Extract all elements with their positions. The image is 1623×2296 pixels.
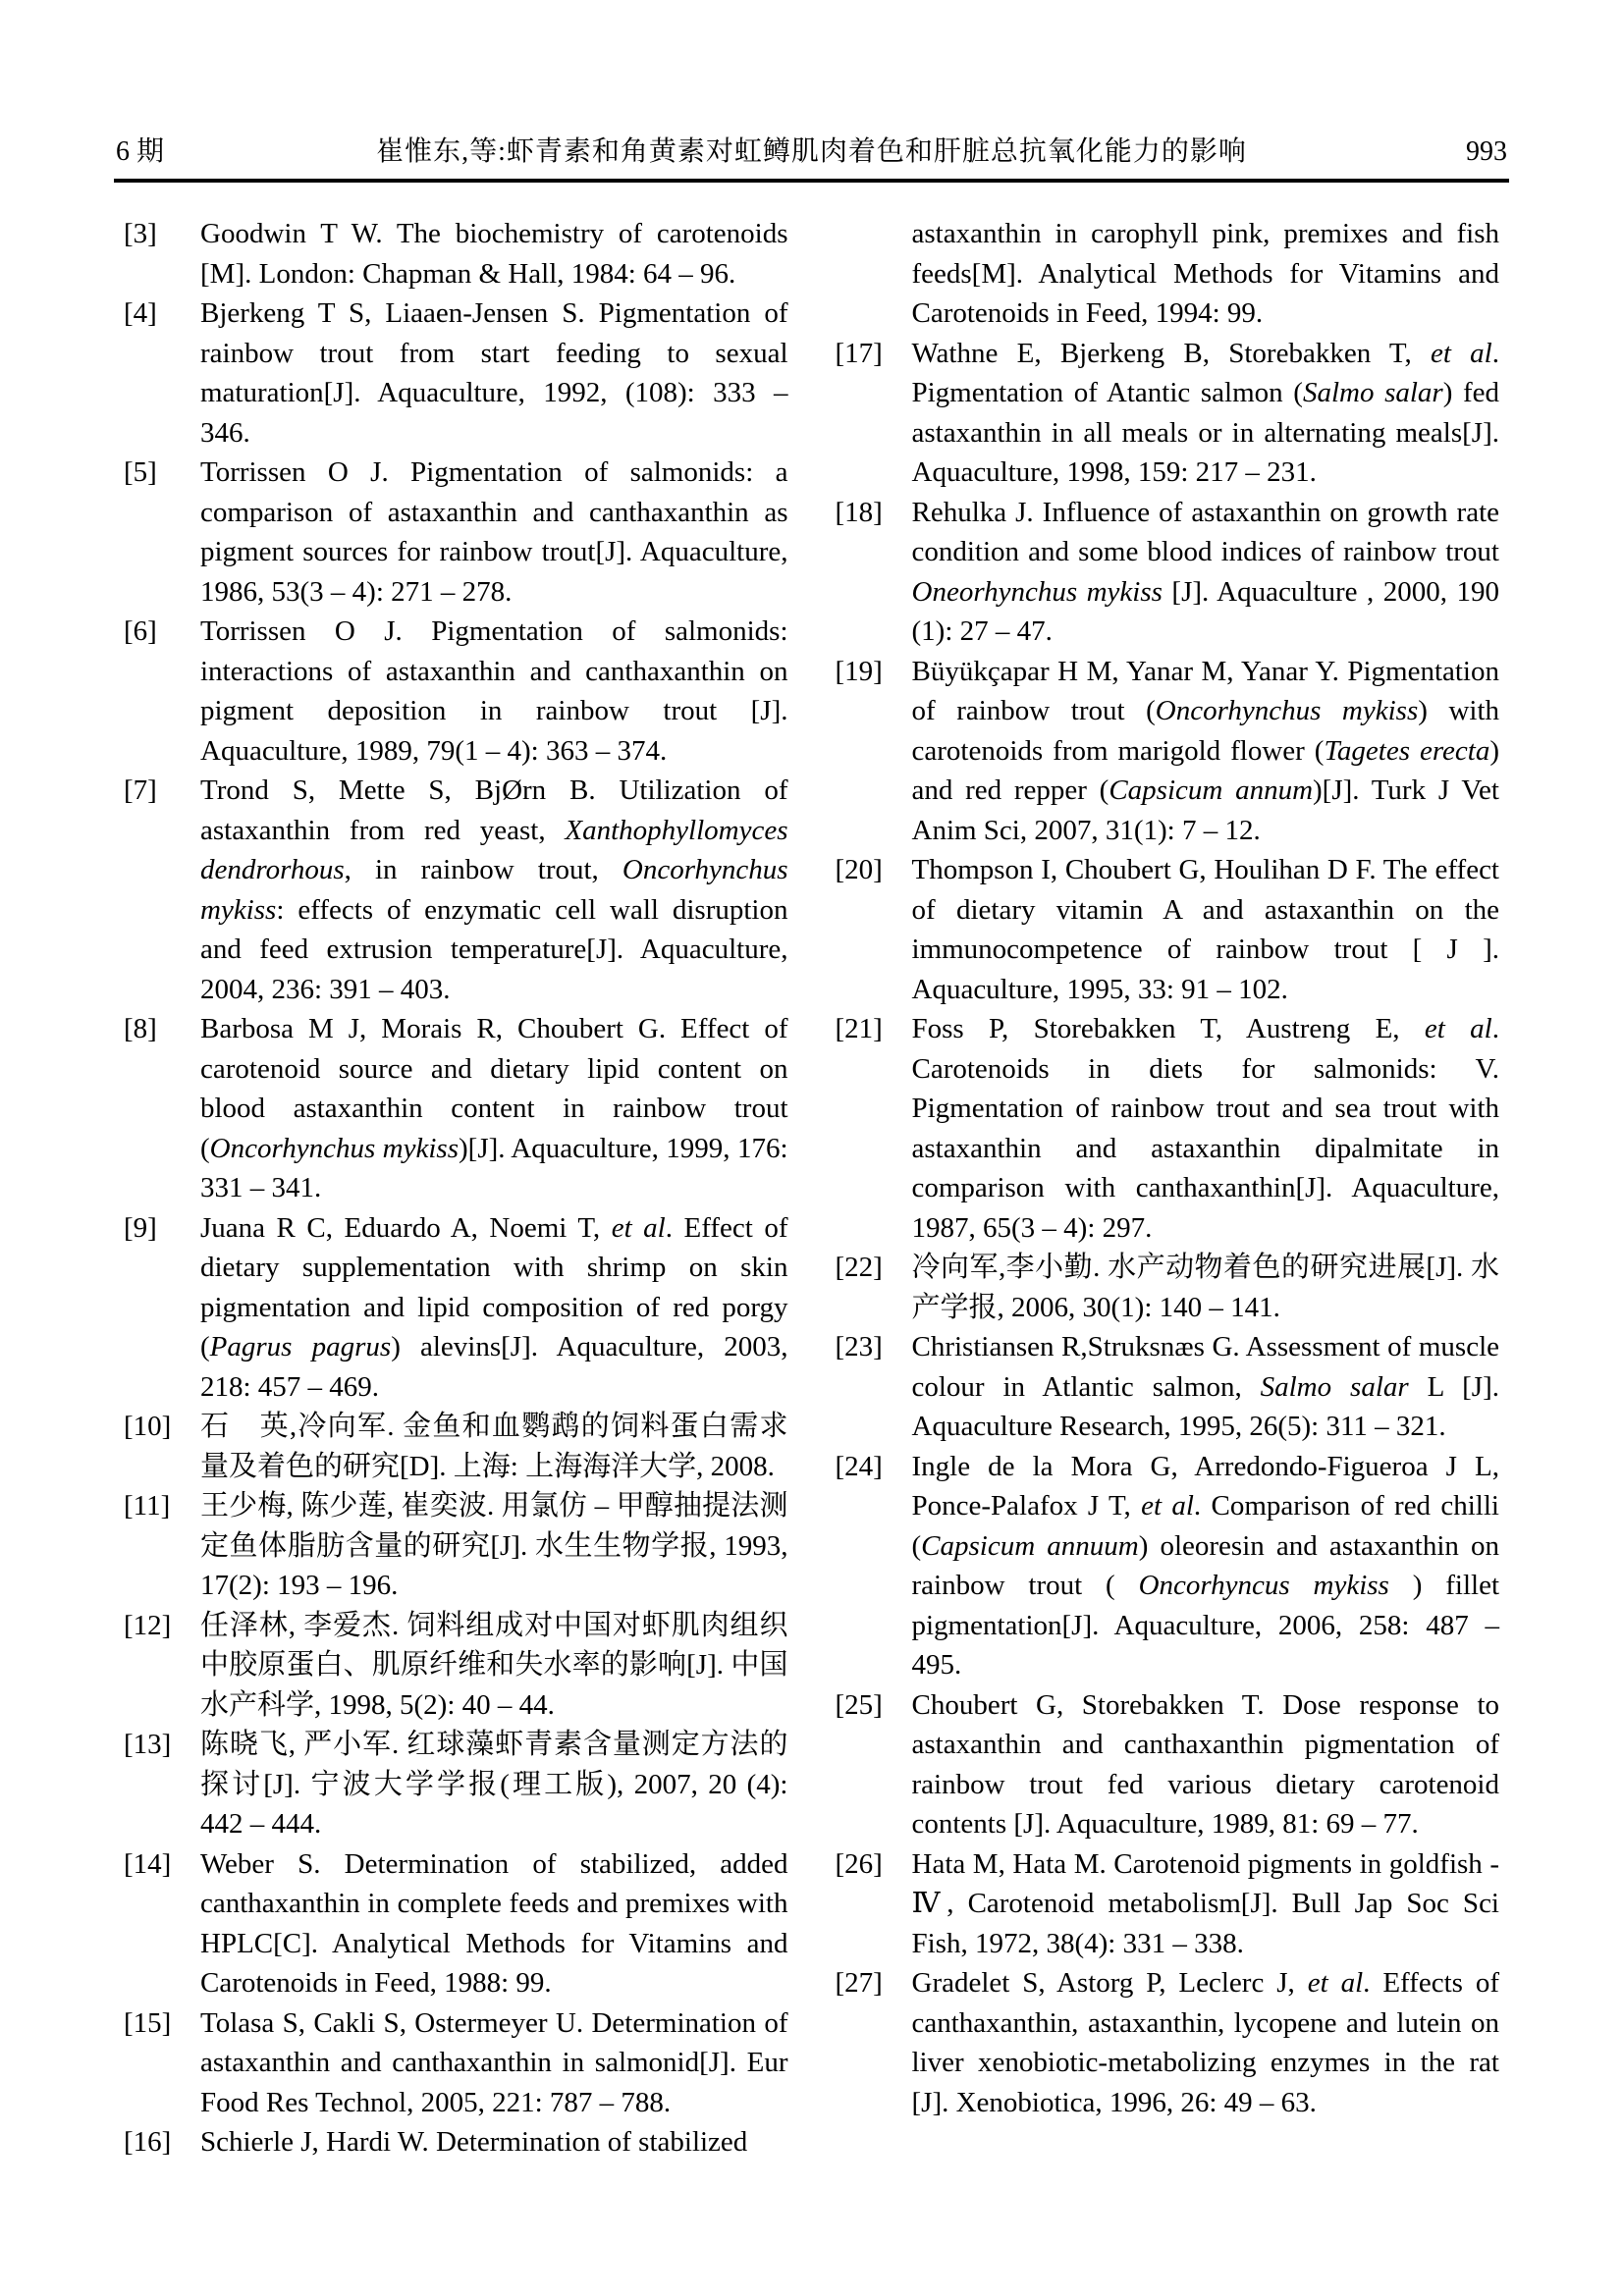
- reference-entry: [124, 2122, 788, 2163]
- reference-entry: [836, 334, 1500, 493]
- reference-number: [5]: [124, 456, 157, 488]
- reference-text: 王少梅, 陈少莲, 崔奕波. 用氯仿 – 甲醇抽提法测定鱼体脂肪含量的研究[J]. 水生生物学报, 1993, 17(2): 193 – 196.: [200, 1490, 788, 1601]
- reference-entry: [124, 612, 788, 771]
- reference-number: [20]: [835, 854, 883, 885]
- reference-entry: [124, 1208, 788, 1408]
- reference-number: [27]: [835, 1967, 883, 1999]
- reference-number: [14]: [124, 1847, 172, 1880]
- reference-text: 石 英,冷向军. 金鱼和血鹦鹉的饲料蛋白需求量及着色的研究[D]. 上海: 上海海洋大学, 2008.: [200, 1411, 788, 1482]
- reference-text: Gradelet S, Astorg P, Leclerc J, et al. Effects of canthaxanthin, astaxanthin, lycopene and lutein on liver xenobiotic-metabolizing enzymes in the rat [J]. Xenobiotica, 1996, 26: 49 – 63.: [911, 1967, 1499, 2118]
- reference-number: [7]: [124, 774, 157, 806]
- reference-entry: [124, 1606, 788, 1726]
- reference-text: Trond S, Mette S, BjØrn B. Utilization of astaxanthin from red yeast, Xanthophyllomyces dendrorhous, in rainbow trout, Oncorhynchus mykiss: effects of enzymatic cell wall disruption and feed extrusion temperature[J]. Aquaculture, 2004, 236: 391 – 403.: [200, 774, 788, 1005]
- reference-text: 陈晓飞, 严小军. 红球藻虾青素含量测定方法的探讨[J]. 宁波大学学报(理工版), 2007, 20 (4): 442 – 444.: [200, 1729, 788, 1840]
- reference-text: Tolasa S, Cakli S, Ostermeyer U. Determination of astaxanthin and canthaxanthin in salmonid[J]. Eur Food Res Technol, 2005, 221: 787 – 788.: [200, 2006, 788, 2118]
- reference-text: Schierle J, Hardi W. Determination of stabilized: [200, 2126, 748, 2158]
- reference-entry: [124, 1407, 788, 1486]
- reference-number: [23]: [835, 1331, 883, 1362]
- reference-columns: [124, 214, 1499, 2163]
- reference-text: Torrissen O J. Pigmentation of salmonids: interactions of astaxanthin and canthaxanthin on pigment deposition in rainbow trout [J]. Aquaculture, 1989, 79(1 – 4): 363 – 374.: [200, 615, 788, 767]
- reference-number: [13]: [124, 1729, 172, 1760]
- reference-text: Büyükçapar H M, Yanar M, Yanar Y. Pigmentation of rainbow trout (Oncorhynchus mykiss) with carotenoids from marigold flower (Tagetes erecta) and red repper (Capsicum annum)[J]. Turk J Vet Anim Sci, 2007, 31(1): 7 – 12.: [911, 655, 1500, 846]
- reference-text: Christiansen R,Struksnæs G. Assessment of muscle colour in Atlantic salmon, Salmo salar L [J]. Aquaculture Research, 1995, 26(5): 311 – 321.: [911, 1331, 1499, 1442]
- reference-number: [16]: [124, 2126, 172, 2158]
- reference-entry: [124, 1486, 788, 1606]
- reference-entry: [124, 214, 788, 294]
- reference-entry: [836, 493, 1500, 652]
- reference-text: 冷向军,李小勤. 水产动物着色的研究进展[J]. 水产学报, 2006, 30(1): 140 – 141.: [911, 1252, 1499, 1323]
- reference-entry: [836, 1685, 1500, 1844]
- reference-number: [19]: [835, 655, 883, 687]
- reference-number: [25]: [835, 1688, 883, 1721]
- reference-text: Weber S. Determination of stabilized, added canthaxanthin in complete feeds and premixes with HPLC[C]. Analytical Methods for Vitamins and Carotenoids in Feed, 1988: 99.: [200, 1847, 788, 1999]
- reference-text: Rehulka J. Influence of astaxanthin on growth rate condition and some blood indices of rainbow trout Oneorhynchus mykiss [J]. Aquaculture , 2000, 190 (1): 27 – 47.: [911, 496, 1499, 647]
- reference-number: [12]: [124, 1609, 172, 1641]
- reference-text: Goodwin T W. The biochemistry of carotenoids [M]. London: Chapman & Hall, 1984: 64 – 96.: [200, 218, 788, 290]
- reference-text: astaxanthin in carophyll pink, premixes and fish feeds[M]. Analytical Methods for Vitamins and Carotenoids in Feed, 1994: 99.: [911, 218, 1499, 329]
- reference-entry: [836, 1009, 1500, 1248]
- reference-text: Barbosa M J, Morais R, Choubert G. Effect of carotenoid source and dietary lipid content on blood astaxanthin content in rainbow trout (Oncorhynchus mykiss)[J]. Aquaculture, 1999, 176: 331 – 341.: [200, 1013, 788, 1203]
- reference-number: [21]: [835, 1013, 883, 1044]
- reference-entry: [836, 850, 1500, 1009]
- reference-number: [4]: [124, 297, 157, 329]
- references-column-right: [836, 214, 1500, 2163]
- reference-entry: [836, 1248, 1500, 1327]
- reference-entry: [124, 1844, 788, 2003]
- reference-entry: [124, 771, 788, 1009]
- reference-number: [18]: [835, 496, 883, 528]
- reference-number: [8]: [124, 1013, 157, 1044]
- reference-entry: [124, 1725, 788, 1844]
- reference-number: [10]: [124, 1411, 172, 1442]
- running-title: 崔惟东,等:虾青素和角黄素对虹鳟肌肉着色和肝脏总抗氧化能力的影响: [376, 136, 1247, 167]
- reference-entry: [124, 2003, 788, 2123]
- reference-entry: [836, 1327, 1500, 1447]
- reference-text: Juana R C, Eduardo A, Noemi T, et al. Effect of dietary supplementation with shrimp on skin pigmentation and lipid composition of red porgy (Pagrus pagrus) alevins[J]. Aquaculture, 2003, 218: 457 – 469.: [200, 1211, 788, 1403]
- reference-text: Ingle de la Mora G, Arredondo-Figueroa J L, Ponce-Palafox J T, et al. Comparison of red chilli (Capsicum annuum) oleoresin and astaxanthin on rainbow trout ( Oncorhyncus mykiss ) fillet pigmentation[J]. Aquaculture, 2006, 258: 487 – 495.: [911, 1450, 1500, 1681]
- reference-number: [26]: [835, 1847, 883, 1880]
- reference-text: Torrissen O J. Pigmentation of salmonids: a comparison of astaxanthin and canthaxanthin as pigment sources for rainbow trout[J]. Aquaculture, 1986, 53(3 – 4): 271 – 278.: [200, 456, 788, 608]
- reference-entry: [836, 214, 1500, 334]
- reference-number: [11]: [124, 1490, 171, 1522]
- reference-entry: [124, 1009, 788, 1208]
- references-column-left: [124, 214, 788, 2163]
- reference-number: [22]: [835, 1252, 883, 1283]
- reference-text: 任泽林, 李爱杰. 饲料组成对中国对虾肌肉组织中胶原蛋白、肌原纤维和失水率的影响[J]. 中国水产科学, 1998, 5(2): 40 – 44.: [200, 1609, 788, 1721]
- page-number: 993: [1466, 136, 1507, 167]
- reference-text: Thompson I, Choubert G, Houlihan D F. The effect of dietary vitamin A and astaxanthin on the immunocompetence of rainbow trout [ J ]. Aquaculture, 1995, 33: 91 – 102.: [911, 854, 1499, 1005]
- reference-text: Wathne E, Bjerkeng B, Storebakken T, et al. Pigmentation of Atantic salmon (Salmo salar) fed astaxanthin in all meals or in alternating meals[J]. Aquaculture, 1998, 159: 217 – 231.: [911, 337, 1499, 488]
- reference-number: [9]: [124, 1211, 157, 1244]
- reference-text: Choubert G, Storebakken T. Dose response to astaxanthin and canthaxanthin pigmentation of rainbow trout fed various dietary carotenoid contents [J]. Aquaculture, 1989, 81: 69 – 77.: [911, 1688, 1499, 1840]
- issue-label: 6 期: [116, 136, 165, 167]
- reference-text: Hata M, Hata M. Carotenoid pigments in goldfish - Ⅳ, Carotenoid metabolism[J]. Bull Jap Soc Sci Fish, 1972, 38(4): 331 – 338.: [911, 1847, 1499, 1959]
- reference-number: [15]: [124, 2006, 172, 2039]
- reference-number: [6]: [124, 615, 157, 647]
- reference-text: Bjerkeng T S, Liaaen-Jensen S. Pigmentation of rainbow trout from start feeding to sexual maturation[J]. Aquaculture, 1992, (108): 333 – 346.: [200, 297, 788, 449]
- reference-entry: [836, 1963, 1500, 2122]
- reference-number: [24]: [835, 1450, 883, 1482]
- reference-entry: [836, 1844, 1500, 1964]
- reference-text: Foss P, Storebakken T, Austreng E, et al. Carotenoids in diets for salmonids: V. Pigmentation of rainbow trout and sea trout with astaxanthin and astaxanthin dipalmitate in comparison with canthaxanthin[J]. Aquaculture, 1987, 65(3 – 4): 297.: [911, 1013, 1499, 1244]
- running-head: [116, 0, 1507, 169]
- reference-entry: [124, 453, 788, 612]
- reference-entry: [124, 294, 788, 453]
- reference-entry: [836, 652, 1500, 851]
- header-rule: [114, 179, 1509, 183]
- reference-number: [3]: [124, 218, 157, 249]
- reference-entry: [836, 1447, 1500, 1685]
- reference-number: [17]: [835, 337, 883, 369]
